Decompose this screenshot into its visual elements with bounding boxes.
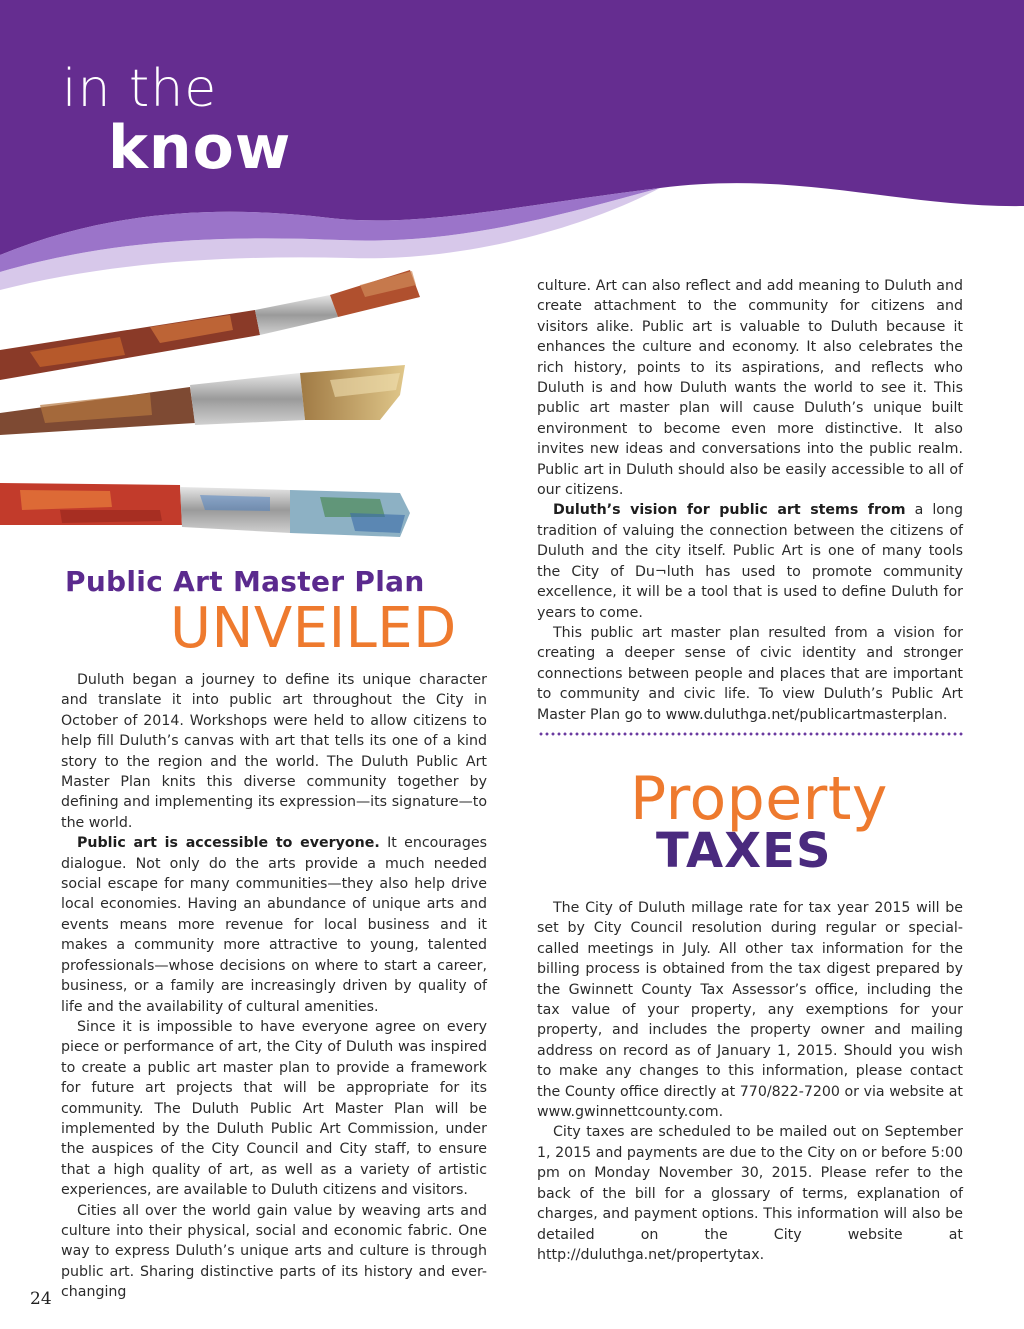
- masthead-line2: know: [108, 113, 292, 183]
- property-taxes-column: [537, 898, 963, 1265]
- masthead-line1: in the: [62, 59, 218, 119]
- paint-brush-3: [0, 483, 410, 537]
- article1-paragraph-7: [537, 623, 963, 725]
- article-heading-property: Property: [630, 764, 888, 834]
- article1-paragraph-3: Since it is impossible to have everyone agree on every piece or performance of art, the City of Duluth was inspired to create a public art master plan to provide a framework for future art projects that will be appropriate for its community. The Duluth Public Art Master Plan will be implemented by the Duluth Public Art Commission, under the auspices of the City Council and City staff, to ensure that a high quality of art, as well as a variety of artistic experiences, are available to Duluth citizens and visitors.: [61, 1018, 487, 1199]
- article2-paragraph-1: The City of Duluth millage rate for tax year 2015 will be set by City Council resolution during regular or special-called meetings in July. All other tax information for the billing process is obtained from the tax digest prepared by the Gwinnett County Tax Assessor’s office, including the tax value of your property, any exemptions for your property, and includes the property owner and mailing address on record as of January 1, 2015. Should you wish to make any changes to this information, please contact the County office directly at 770/822-7200 or via website at www.gwinnettcounty.com.: [537, 900, 963, 1121]
- paint-brushes-illustration: [0, 255, 500, 555]
- public-art-master-plan-link[interactable]: www.duluthga.net/publicartmasterplan.: [665, 706, 948, 723]
- article1-paragraph-7-body: This public art master plan resulted from a vision for creating a deeper sense of civic identity and stronger connections between people and places that are important to community and civic life. To view Duluth’s Public Art Master Plan go to: [537, 624, 963, 723]
- article1-paragraph-6: [537, 500, 963, 622]
- article1-paragraph-2-lead: Public art is accessible to everyone.: [77, 835, 380, 852]
- article1-paragraph-2: [61, 833, 487, 1017]
- article2-paragraph-2: City taxes are scheduled to be mailed out on September 1, 2015 and payments are due to the City on or before 5:00 pm on Monday November 30, 2015. Please refer to the back of the bill for a glossary of terms, explanation of charges, and payment options. This information will also be detailed on the City website at http://duluthga.net/propertytax.: [537, 1124, 963, 1263]
- article1-paragraph-2-body: It encourages dialogue. Not only do the arts provide a much needed social escape for many communities—they also help drive local economies. Having an abundance of unique arts and events means more revenue for local business and it makes a community more attractive to young, talented professionals—whose decisions on where to start a career, business, or a family are increasingly driven by quality of life and the availability of cultural amenities.: [61, 835, 487, 1015]
- masthead: [62, 59, 292, 183]
- article1-paragraph-4: Cities all over the world gain value by weaving arts and culture into their physical, social and economic fabric. One way to express Duluth’s unique arts and culture is through public art. Sharing distinctive parts of its history and ever-changing: [61, 1202, 487, 1301]
- article-heading-unveiled: UNVEILED: [170, 596, 457, 661]
- article1-paragraph-5: culture. Art can also reflect and add meaning to Duluth and create attachment to the community for citizens and visitors alike. Public art is valuable to Duluth because it enhances the culture and economy. It also celebrates the rich history, points to its aspirations, and reflects who Duluth is and how Duluth wants the world to see it. This public art master plan will cause Duluth’s unique built environment to become even more distinctive. It also invites new ideas and conversations into the public realm. Public art in Duluth should also be easily accessible to all of our citizens.: [537, 278, 963, 499]
- article1-paragraph-6-lead: Duluth’s vision for public art stems from: [553, 502, 906, 519]
- page-number: 24: [30, 1289, 52, 1309]
- right-column-continuation: [537, 276, 963, 725]
- paint-brush-2: [0, 365, 405, 435]
- article-heading-taxes: TAXES: [656, 823, 832, 879]
- article1-paragraph-6-body: a long tradition of valuing the connection between the citizens of Duluth and the city itself. Public Art is one of many tools the City of Du¬luth has used to promote community excellence, it will be a tool that is used to define Duluth for years to come.: [537, 502, 963, 621]
- dotted-divider: [538, 732, 964, 736]
- left-column: [61, 670, 487, 1303]
- paint-brush-1: [0, 270, 420, 380]
- article-heading-public-art: Public Art Master Plan: [65, 565, 425, 598]
- article1-paragraph-1: Duluth began a journey to define its unique character and translate it into public art throughout the City in October of 2014. Workshops were held to allow citizens to help fill Duluth’s canvas with art that tells its one of a kind story to the region and the world. The Duluth Public Art Master Plan knits this diverse community together by defining and implementing its expression—its signature—to the world.: [61, 672, 487, 831]
